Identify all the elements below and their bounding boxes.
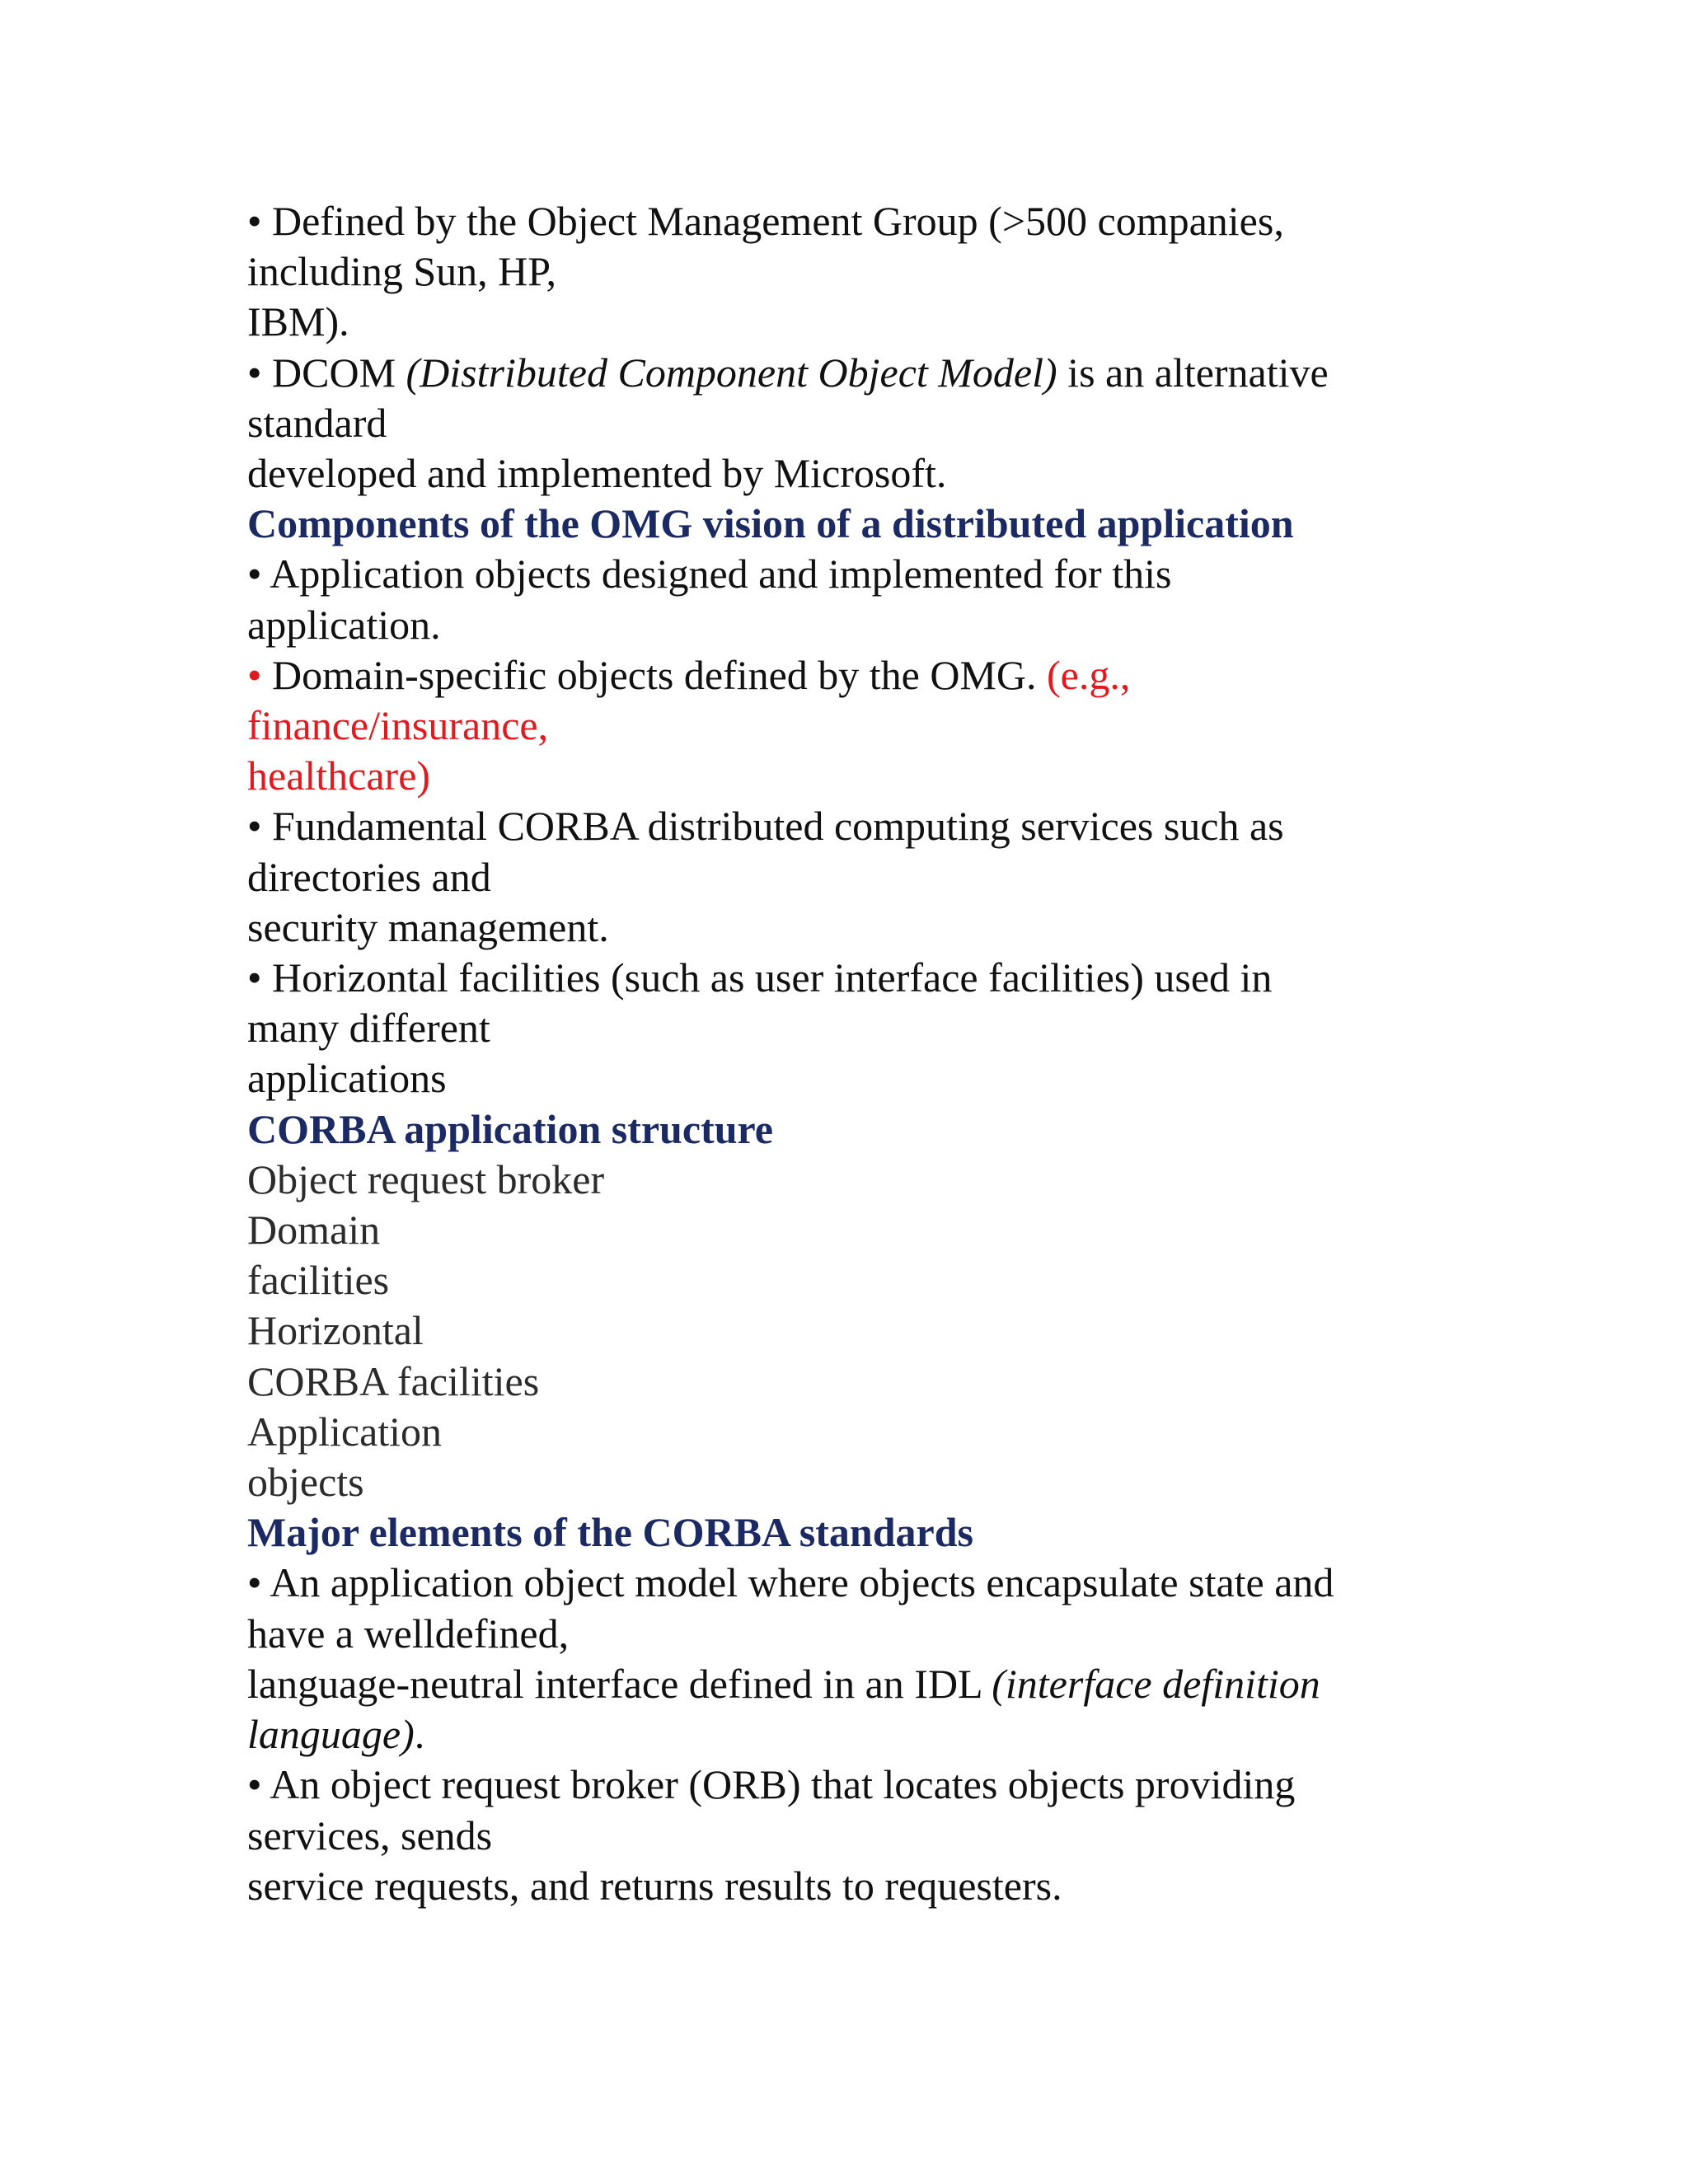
text-line: including Sun, HP,	[247, 248, 557, 295]
text-line: security management.	[247, 903, 609, 950]
text-line: application.	[247, 601, 441, 648]
document-body	[247, 196, 1484, 1911]
text-line: applications	[247, 1055, 447, 1102]
text-line: directories and	[247, 853, 491, 900]
text-line: many different	[247, 1005, 490, 1052]
text-line-idl-cont	[247, 1709, 1484, 1760]
text-line: • Horizontal facilities (such as user interface facilities) used in	[247, 954, 1273, 1001]
text-span: language-neutral interface defined in an IDL	[247, 1660, 992, 1707]
italic-text: language)	[247, 1711, 415, 1758]
text-line: services, sends	[247, 1811, 493, 1858]
text-line: • An application object model where objects encapsulate state and	[247, 1559, 1334, 1606]
text-span: Domain-specific objects defined by the OMG.	[261, 651, 1048, 698]
red-bullet: •	[247, 651, 262, 698]
structure-line: Object request broker	[247, 1155, 605, 1202]
structure-line: Application	[247, 1408, 443, 1455]
text-line: • An object request broker (ORB) that locates objects providing	[247, 1761, 1296, 1808]
text-line-dcom	[247, 348, 1484, 398]
text-line: standard	[247, 399, 387, 446]
red-text: (e.g.,	[1047, 651, 1131, 698]
red-text-line: healthcare)	[247, 752, 431, 799]
text-span: is an alternative	[1057, 349, 1329, 396]
text-line: have a welldefined,	[247, 1610, 570, 1657]
section-heading: Components of the OMG vision of a distributed application	[247, 500, 1294, 547]
structure-line: objects	[247, 1459, 364, 1506]
text-span: • DCOM	[247, 349, 406, 396]
text-line: developed and implemented by Microsoft.	[247, 450, 947, 497]
structure-line: Horizontal	[247, 1307, 424, 1354]
italic-text: (Distributed Component Object Model)	[406, 349, 1057, 396]
structure-line: CORBA facilities	[247, 1357, 540, 1404]
structure-line: Domain	[247, 1207, 381, 1254]
section-heading: Major elements of the CORBA standards	[247, 1509, 973, 1556]
text-line: service requests, and returns results to requesters.	[247, 1862, 1062, 1909]
text-line-domain	[247, 650, 1484, 701]
text-line: • Defined by the Object Management Group (>500 companies,	[247, 198, 1284, 244]
section-heading: CORBA application structure	[247, 1105, 773, 1152]
text-line: • Fundamental CORBA distributed computing services such as	[247, 803, 1284, 850]
red-text-line: finance/insurance,	[247, 702, 549, 749]
text-line: • Application objects designed and implemented for this	[247, 551, 1172, 598]
text-line-idl	[247, 1659, 1484, 1709]
italic-text: (interface definition	[992, 1660, 1320, 1707]
text-line: IBM).	[247, 298, 349, 345]
text-span: .	[414, 1711, 425, 1758]
structure-line: facilities	[247, 1257, 390, 1304]
